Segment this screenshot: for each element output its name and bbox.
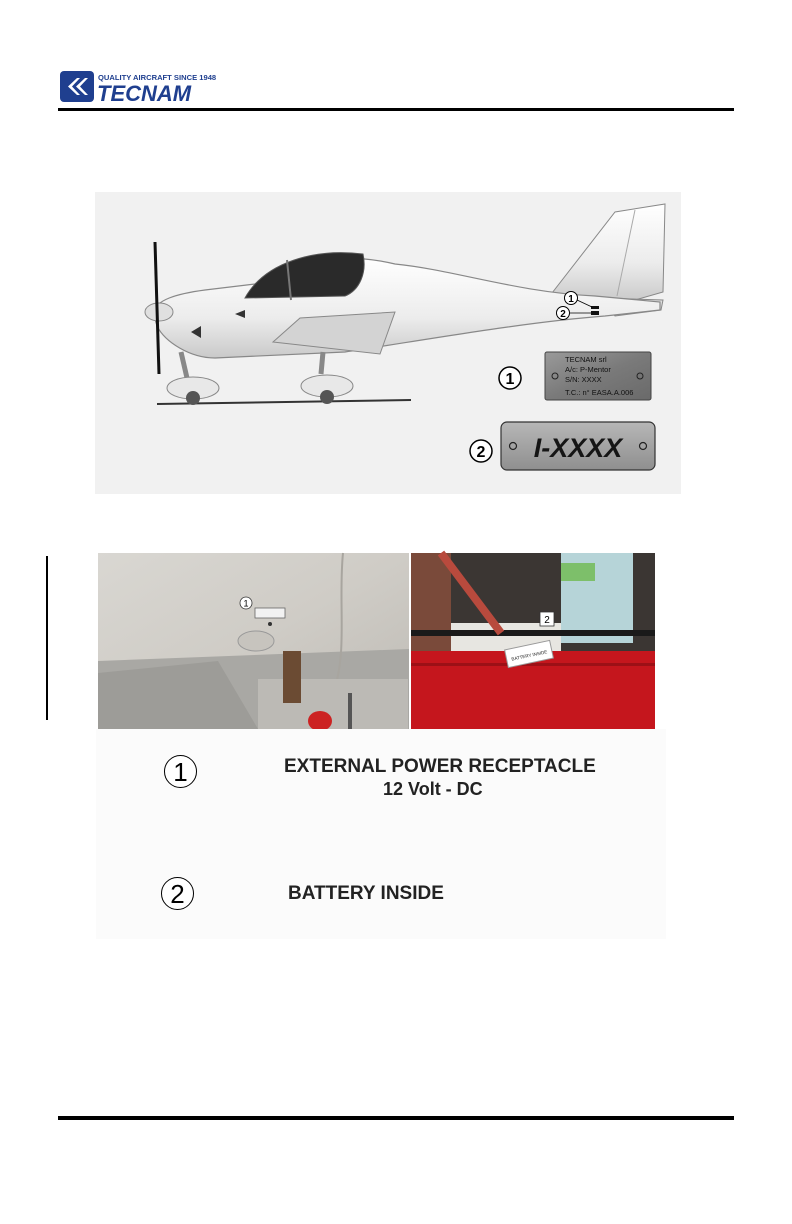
data-plate-line: T.C.: n° EASA.A.006	[565, 388, 634, 397]
logo-wordmark: TECNAM	[97, 81, 192, 106]
registration-plate-number: 2	[476, 444, 486, 461]
tecnam-logo	[60, 70, 217, 106]
footer-rule	[58, 1116, 734, 1120]
revision-change-bar	[46, 556, 48, 720]
legend-number-2: 2	[161, 877, 194, 910]
header-rule	[58, 108, 734, 111]
battery-inside-label-photo: BATTERY INSIDE	[510, 649, 548, 662]
data-plate-line: TECNAM srl	[565, 355, 607, 364]
legend-number-1: 1	[164, 755, 197, 788]
photo-right-marker: 2	[544, 615, 550, 626]
data-plate-line: S/N: XXXX	[565, 375, 602, 384]
external-power-photo	[98, 553, 409, 729]
data-plate-callout	[499, 367, 521, 389]
data-plate	[545, 352, 651, 400]
registration-plate-callout	[470, 440, 492, 462]
photo-left-marker: 1	[243, 598, 249, 609]
data-plate-number: 1	[505, 371, 515, 388]
callout-2-label: 2	[560, 309, 566, 320]
callout-1-label: 1	[568, 294, 574, 305]
legend-title-2: BATTERY INSIDE	[288, 883, 444, 904]
data-plate-line: A/c: P-Mentor	[565, 365, 611, 374]
battery-compartment-photo	[411, 553, 655, 729]
legend-subtitle-1: 12 Volt - DC	[383, 779, 483, 799]
legend-title-1: EXTERNAL POWER RECEPTACLE	[284, 756, 596, 777]
aircraft-placard-figure	[95, 192, 681, 494]
registration-plate-text: I-XXXX	[533, 433, 623, 463]
logo-tagline: QUALITY AIRCRAFT SINCE 1948	[98, 73, 217, 82]
registration-plate	[501, 422, 655, 470]
